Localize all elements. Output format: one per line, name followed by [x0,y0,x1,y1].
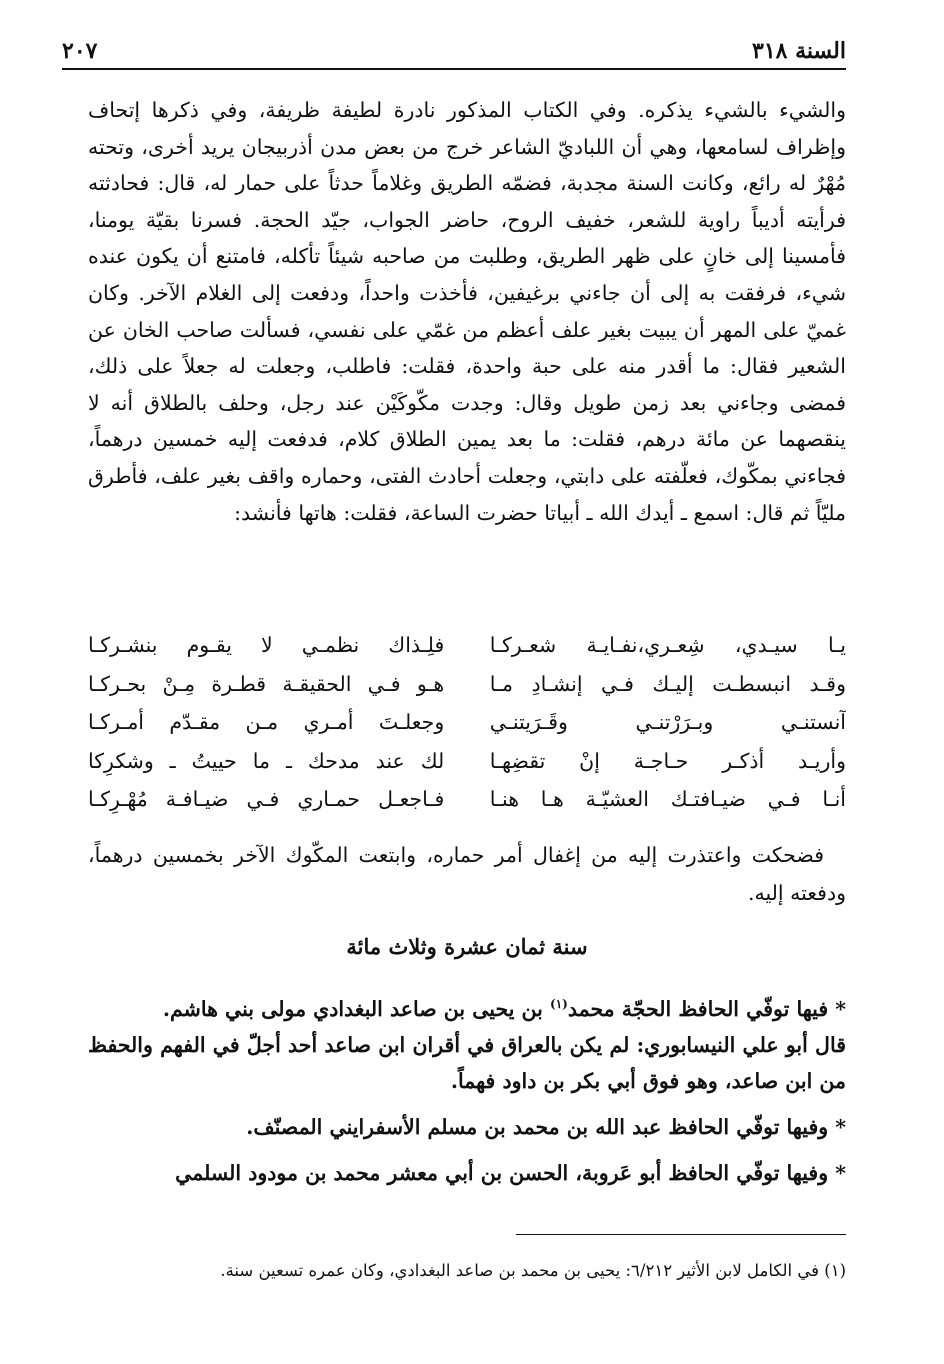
verse-second-hemistich: فلِـذاك نظمـي لا يقـوم بنشـركـا [88,633,445,657]
verse-second-hemistich: وجعلـتَ أمـري مـن مقـدّم أمـركـا [88,710,445,734]
running-title: السنة ٣١٨ [752,38,846,64]
verse-first-hemistich: يـا سيـدي، شِعـري،نفـايـة شعـركـا [489,633,846,657]
footnote-text: في الكامل لابن الأثير ٦/٢١٢: يحيى بن محمد بن صاعد البغدادي، وكان عمره تسعين سنة. [220,1261,819,1280]
footnote-reference[interactable]: (١) [550,997,568,1011]
main-paragraph [88,92,846,531]
verse-second-hemistich: هـو فـي الحقيقـة قطـرة مِـنْ بحـركـا [88,671,445,696]
quotation: قال أبو علي النيسابوري: لم يكن بالعراق في أقران ابن صاعد أحد أجلّ في الفهم والحفظ من ابن صاعد، وهو فوق أبي بكر بن داود فهماً. [88,1032,846,1093]
closing-text: فضحكت واعتذرت إليه من إغفال أمر حماره، وابتعت المكّوك الآخر بخمسين درهماً، ودفعته إليه. [88,843,846,905]
obituary-text: * فيها توفّي الحافظ الحجّة محمد [567,996,846,1021]
poem [88,626,846,819]
section-heading: سنة ثمان عشرة وثلاث مائة [346,934,588,959]
verse-first-hemistich: أنـا فـي ضيـافتـك العشيّـة هـا هنـا [489,787,846,811]
page-header [62,30,846,70]
verse-first-hemistich: وأريـد أذكـر حـاجـة إنْ تقضِهـا [489,748,846,773]
footnote-marker: (١) [824,1261,846,1280]
obituaries [88,986,846,1201]
verse-line [88,742,846,781]
verse-second-hemistich: لك عند مدحك ـ ما حييتُ ـ وشكرِكا [88,748,445,773]
obituary-text: بن يحيى بن صاعد البغدادي مولى بني هاشم. [162,996,550,1021]
verse-first-hemistich: آنستنـي وبـرَرْتنـي وقَـرَيتنـي [489,710,846,734]
obituary-entry [88,986,846,1099]
obituary-entry: * وفيها توفّي الحافظ عبد الله بن محمد بن مسلم الأسفرايني المصنّف. [246,1114,846,1139]
verse-second-hemistich: فـاجعـل حمـاري فـي ضيـافـة مُهْـرِكـا [88,787,445,811]
verse-line [88,626,846,665]
footnote [88,1258,846,1284]
verse-line [88,665,846,704]
closing-paragraph [88,836,846,912]
verse-line [88,703,846,742]
page-number: ٢٠٧ [62,38,98,64]
verse-first-hemistich: وقـد انبسطـت إليـك فـي إنشـادِ مـا [489,671,846,696]
paragraph-text: والشيء بالشيء يذكره. وفي الكتاب المذكور نادرة لطيفة ظريفة، وفي ذكرها إتحاف وإظراف لسامعها، وهي أن اللباديّ الشاعر خرج من بعض مدن أذربيجان يريد أخرى، وتحته مُهْرٌ له رائع، وكانت السنة مجدبة، فضمّه الطريق وغلاماً حدثاً على حمار له، قال: فحادثته فرأيته أديباً راوية للشعر، خفيف الروح، حاضر الجواب، جيّد الحجة. فسرنا بقيّة يومنا، فأمسينا إلى خانٍ على ظهر الطريق، وطلبت من صاحبه شيئاً تأكله، فامتنع أن يكون عنده شيء، فرفقت به إلى أن جاءني برغيفين، فأخذت واحداً، ودفعت إلى الغلام الآخر. وكان غميّ على المهر أن يبيت بغير علف أعظم من غمّي على نفسي، فسألت صاحب الخان عن الشعير فقال: ما أقدر منه على حبة واحدة، فقلت: فاطلب، وجعلت له جعلاً على ذلك، فمضى وجاءني بعد زمن طويل وقال: وجدت مكّوكَيْن عند رجل، وحلف بالطلاق أنه لا ينقصهما عن مائة درهم، فقلت: ما بعد يمين الطلاق كلام، فدفعت إليه خمسين درهماً، فجاءني بمكّوك، فعلّفته على دابتي، وجعلت أحادث الفتى، وحماره واقف بغير علف، فأطرق مليّاً ثم قال: اسمع ـ أيدك الله ـ أبياتا حضرت الساعة، فقلت: هاتها فأنشد: [88,98,846,525]
footnote-divider [516,1234,846,1235]
obituary-entry: * وفيها توفّي الحافظ أبو عَروبة، الحسن بن أبي معشر محمد بن مودود السلمي [175,1160,846,1185]
verse-line [88,780,846,819]
